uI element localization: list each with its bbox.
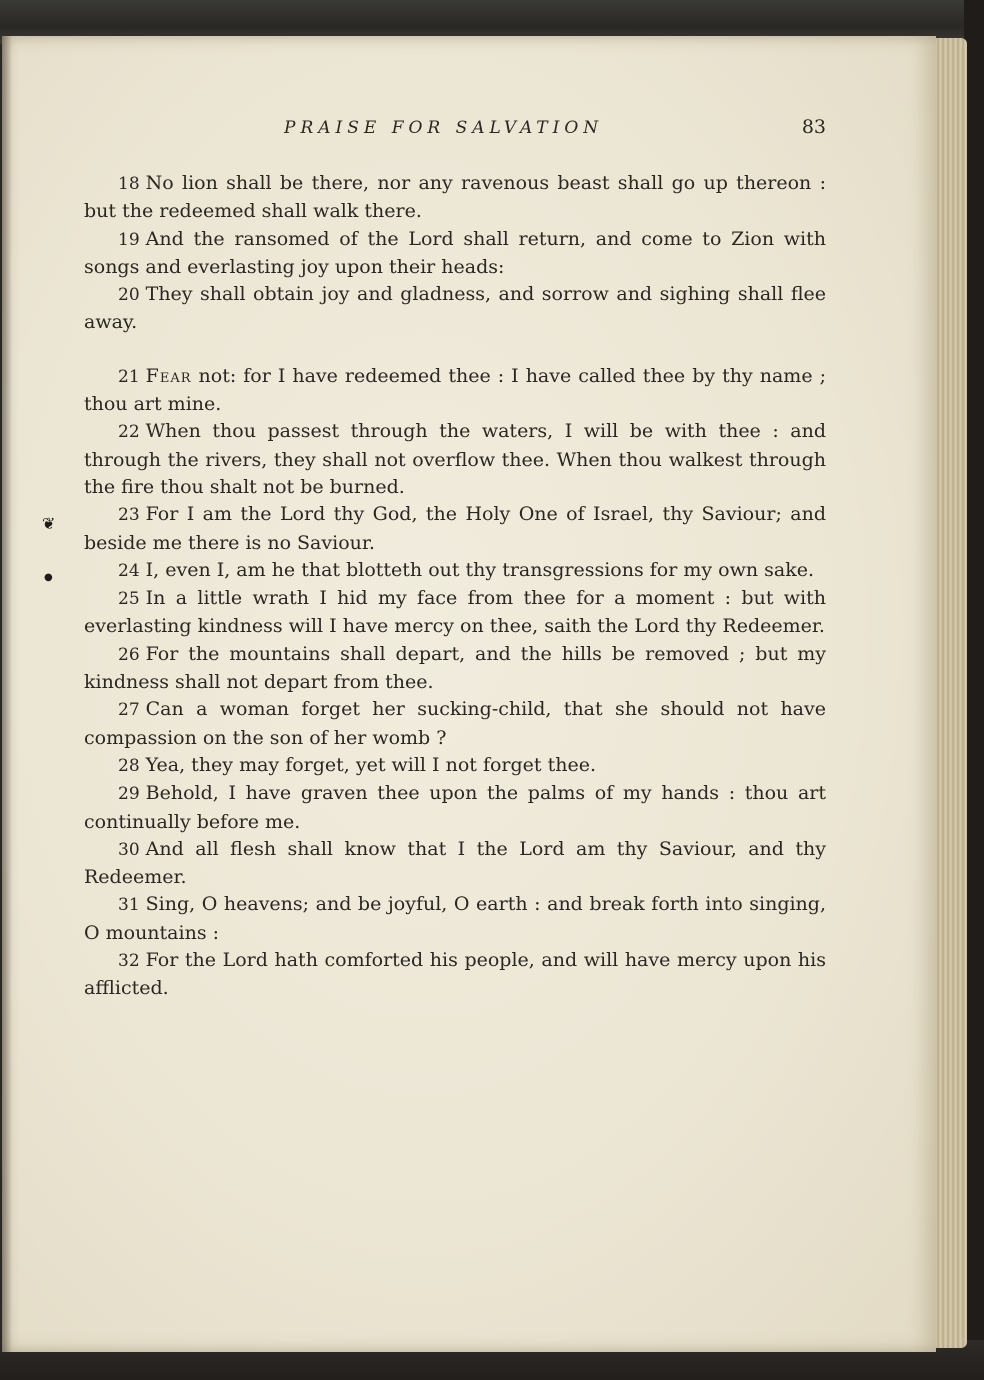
verse-number: 22: [118, 422, 140, 443]
running-title: PRAISE FOR SALVATION: [284, 118, 604, 138]
verse-18: [84, 170, 826, 226]
verse-number: 24: [118, 560, 140, 581]
verse-text: They shall obtain joy and gladness, and sorrow and sighing shall flee away.: [84, 283, 826, 334]
page-header: [84, 118, 826, 148]
verse-text: For the Lord hath comforted his people, and will have mercy upon his afflicted.: [84, 949, 826, 1000]
verse-30: [84, 836, 826, 892]
verse-text: For the mountains shall depart, and the hills be removed ; but my kindness shall not depart from thee.: [84, 642, 826, 694]
verse-number: 32: [118, 951, 140, 972]
verse-text: Sing, O heavens; and be joyful, O earth : and break forth into singing, O mountains :: [84, 893, 826, 944]
verse-number: 23: [118, 505, 140, 526]
verse-text: When thou passest through the waters, I will be with thee : and through the rivers, they shall not overflow thee. When thou walkest through the fire thou shalt not be burned.: [84, 420, 826, 498]
verse-text: I, even I, am he that blotteth out thy transgressions for my own sake.: [145, 558, 814, 581]
verse-25: [84, 585, 826, 641]
margin-ink-mark: ❦: [42, 514, 56, 533]
section-break: [84, 337, 826, 363]
verse-26: [84, 641, 826, 697]
margin-dot: ●: [44, 572, 53, 583]
verse-number: 21: [118, 366, 140, 387]
verse-21: [84, 363, 826, 419]
verse-text: And the ransomed of the Lord shall return, and come to Zion with songs and everlasting joy upon their heads:: [84, 227, 826, 278]
verse-number: 28: [118, 755, 140, 776]
verse-text: For I am the Lord thy God, the Holy One of Israel, thy Saviour; and beside me there is no Saviour.: [84, 503, 826, 554]
page-number: 83: [801, 116, 826, 138]
book-cover-right: [964, 0, 984, 1380]
verse-text: Behold, I have graven thee upon the palms of my hands : thou art continually before me.: [84, 782, 826, 833]
verse-lead-word: Fear: [145, 364, 192, 387]
verse-20: [84, 281, 826, 337]
verse-text: No lion shall be there, nor any ravenous beast shall go up thereon : but the redeemed shall walk there.: [84, 172, 826, 223]
verse-28: [84, 752, 826, 780]
verse-number: 18: [118, 174, 140, 194]
verse-text: not: for I have redeemed thee : I have called thee by thy name ; thou art mine.: [84, 364, 826, 416]
verse-19: [84, 226, 826, 282]
spine-shadow: [2, 36, 12, 1352]
verse-number: 29: [118, 784, 140, 805]
verse-22: [84, 418, 826, 501]
verse-24: [84, 557, 826, 585]
verse-23: [84, 501, 826, 557]
verse-text: In a little wrath I hid my face from thee for a moment : but with everlasting kindness will I have mercy on thee, saith the Lord thy Redeemer.: [84, 587, 826, 638]
verse-29: [84, 780, 826, 836]
verse-number: 31: [118, 895, 140, 916]
verse-number: 25: [118, 589, 140, 610]
verse-number: 27: [118, 700, 140, 721]
verse-31: [84, 891, 826, 947]
verse-text-block: [84, 170, 826, 1003]
verse-text: Yea, they may forget, yet will I not forget thee.: [145, 753, 596, 776]
verse-27: [84, 696, 826, 752]
verse-number: 19: [118, 229, 140, 250]
verse-text: And all flesh shall know that I the Lord am thy Saviour, and thy Redeemer.: [84, 837, 826, 889]
verse-text: Can a woman forget her sucking-child, that she should not have compassion on the son of her womb ?: [84, 698, 826, 749]
verse-number: 30: [118, 839, 140, 860]
verse-32: [84, 947, 826, 1003]
verse-number: 20: [118, 285, 140, 306]
verse-number: 26: [118, 644, 140, 665]
